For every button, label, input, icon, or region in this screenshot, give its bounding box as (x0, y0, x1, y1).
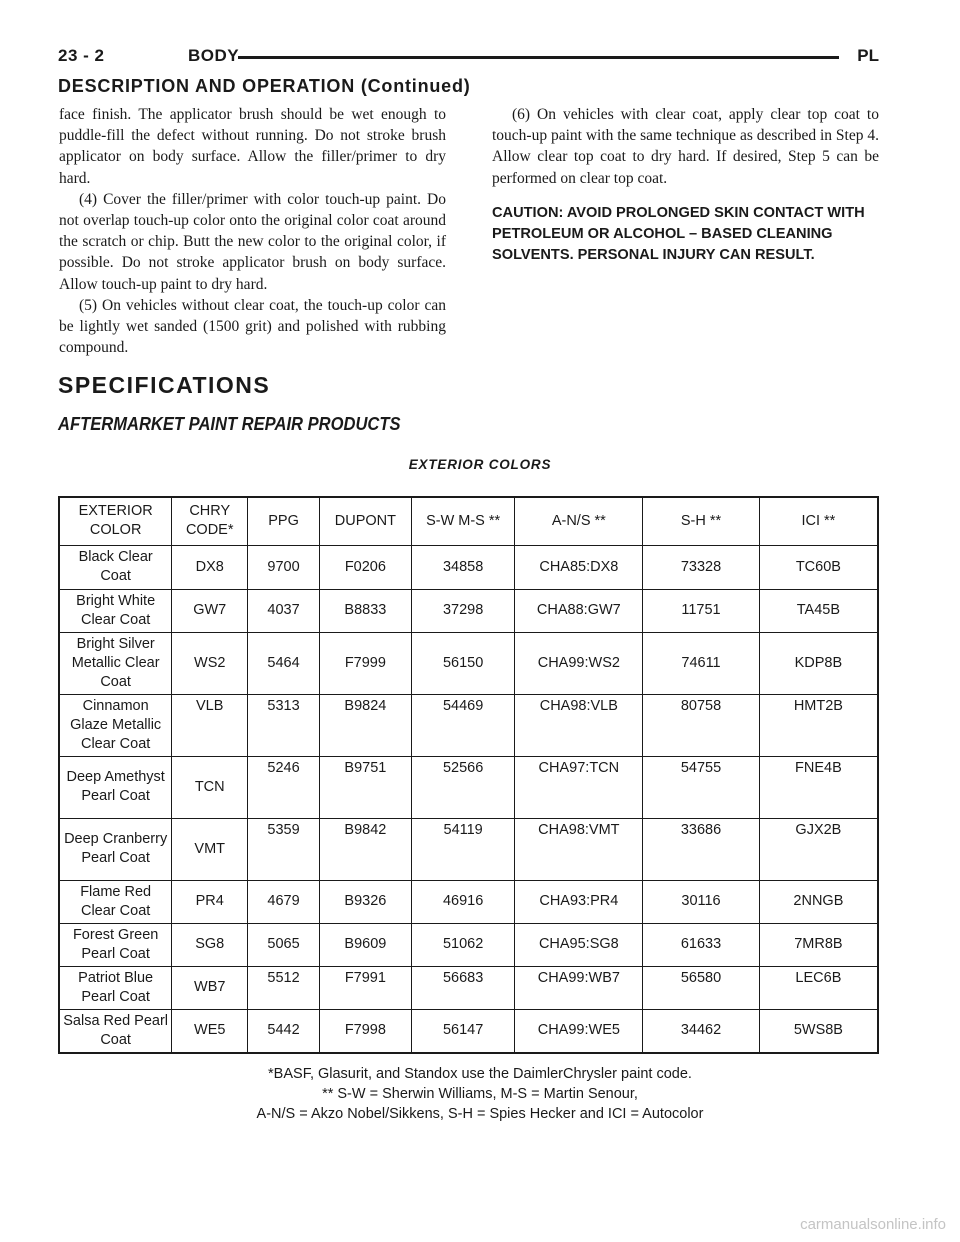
header-chry-code: CHRY CODE* (172, 497, 248, 545)
table-row (59, 923, 878, 966)
table-cell: B9751 (319, 756, 411, 818)
table-cell: CHA98:VMT (515, 818, 643, 880)
table-cell: TC60B (759, 545, 878, 589)
table-cell: 34858 (411, 545, 515, 589)
table-cell: 73328 (643, 545, 760, 589)
table-cell: 46916 (411, 880, 515, 923)
footnote-line: A-N/S = Akzo Nobel/Sikkens, S-H = Spies Hecker and ICI = Autocolor (256, 1106, 704, 1122)
table-cell: Salsa Red Pearl Coat (59, 1009, 172, 1053)
table-cell: 5464 (248, 632, 320, 694)
table-header-row (59, 497, 878, 545)
table-cell: CHA98:VLB (515, 694, 643, 756)
table-cell: B8833 (319, 589, 411, 632)
table-cell: Forest Green Pearl Coat (59, 923, 172, 966)
table-cell: B9842 (319, 818, 411, 880)
table-cell: Bright White Clear Coat (59, 589, 172, 632)
table-footnotes (0, 1064, 960, 1124)
table-cell: 74611 (643, 632, 760, 694)
table-cell: 30116 (643, 880, 760, 923)
table-row (59, 756, 878, 818)
table-row (59, 589, 878, 632)
table-cell: GW7 (172, 589, 248, 632)
table-cell: Cinnamon Glaze Metallic Clear Coat (59, 694, 172, 756)
table-cell: CHA99:WB7 (515, 966, 643, 1009)
table-cell: 9700 (248, 545, 320, 589)
table-cell: LEC6B (759, 966, 878, 1009)
exterior-colors-caption: EXTERIOR COLORS (408, 457, 552, 472)
table-cell: 5246 (248, 756, 320, 818)
model-code: PL (857, 46, 879, 65)
table-cell: CHA97:TCN (515, 756, 643, 818)
table-cell: VMT (172, 818, 248, 880)
table-cell: 4037 (248, 589, 320, 632)
table-cell: WB7 (172, 966, 248, 1009)
table-cell: 5512 (248, 966, 320, 1009)
table-cell: Deep Amethyst Pearl Coat (59, 756, 172, 818)
paragraph-step-4: (4) Cover the filler/primer with color touch-up paint. Do not overlap touch-up color onto the original color coat around the scratch or chip. Butt the new color to the original color, if possible. Do not stroke applicator brush on body surface. Allow touch-up paint to dry hard. (59, 190, 446, 293)
table-cell: SG8 (172, 923, 248, 966)
right-text-column (492, 104, 879, 266)
header-rule (238, 56, 839, 59)
table-cell: 7MR8B (759, 923, 878, 966)
table-cell: Flame Red Clear Coat (59, 880, 172, 923)
table-cell: CHA99:WS2 (515, 632, 643, 694)
header-exterior-color: EXTERIOR COLOR (59, 497, 172, 545)
table-cell: Deep Cranberry Pearl Coat (59, 818, 172, 880)
table-cell: B9609 (319, 923, 411, 966)
table-cell: B9326 (319, 880, 411, 923)
table-cell: 5359 (248, 818, 320, 880)
aftermarket-heading: AFTERMARKET PAINT REPAIR PRODUCTS (58, 414, 401, 434)
paragraph-step-5: (5) On vehicles without clear coat, the touch-up color can be lightly wet sanded (1500 grit) and polished with rubbing compound. (59, 296, 446, 357)
table-cell: PR4 (172, 880, 248, 923)
table-cell: Patriot Blue Pearl Coat (59, 966, 172, 1009)
table-cell: 37298 (411, 589, 515, 632)
table-cell: GJX2B (759, 818, 878, 880)
table-cell: KDP8B (759, 632, 878, 694)
table-cell: B9824 (319, 694, 411, 756)
table-cell: Black Clear Coat (59, 545, 172, 589)
table-cell: 34462 (643, 1009, 760, 1053)
page-header (58, 44, 879, 70)
header-sw-ms: S-W M-S ** (411, 497, 515, 545)
table-cell: 5313 (248, 694, 320, 756)
specifications-heading: SPECIFICATIONS (58, 372, 271, 398)
table-cell: 33686 (643, 818, 760, 880)
section-name: BODY (188, 46, 240, 65)
caution-notice: CAUTION: AVOID PROLONGED SKIN CONTACT WITH PETROLEUM OR ALCOHOL – BASED CLEANING SOLVENTS. PERSONAL INJURY CAN RESULT. (492, 204, 865, 263)
paragraph-continued: face finish. The applicator brush should be wet enough to puddle-fill the defect without running. Do not stroke brush applicator on body surface. Allow the filler/primer to dry hard. (59, 106, 446, 187)
watermark-text: carmanualsonline.info (800, 1216, 946, 1233)
section-subtitle: DESCRIPTION AND OPERATION (Continued) (58, 76, 471, 96)
table-cell: WE5 (172, 1009, 248, 1053)
table-cell: 56150 (411, 632, 515, 694)
left-text-column (59, 104, 446, 358)
table-row (59, 880, 878, 923)
table-row (59, 966, 878, 1009)
table-cell: 5442 (248, 1009, 320, 1053)
table-cell: 2NNGB (759, 880, 878, 923)
exterior-colors-table (58, 496, 879, 1054)
table-row (59, 694, 878, 756)
table-cell: F7999 (319, 632, 411, 694)
table-row (59, 632, 878, 694)
table-cell: CHA85:DX8 (515, 545, 643, 589)
table-cell: 61633 (643, 923, 760, 966)
page-number: 23 - 2 (58, 46, 105, 65)
table-cell: DX8 (172, 545, 248, 589)
table-row (59, 1009, 878, 1053)
table-cell: 56147 (411, 1009, 515, 1053)
table-cell: CHA88:GW7 (515, 589, 643, 632)
table-cell: Bright Silver Metallic Clear Coat (59, 632, 172, 694)
header-ans: A-N/S ** (515, 497, 643, 545)
table-row (59, 545, 878, 589)
header-dupont: DUPONT (319, 497, 411, 545)
table-cell: TA45B (759, 589, 878, 632)
header-ici: ICI ** (759, 497, 878, 545)
table-cell: 54119 (411, 818, 515, 880)
table-cell: VLB (172, 694, 248, 756)
table-cell: FNE4B (759, 756, 878, 818)
table-cell: 54469 (411, 694, 515, 756)
table-cell: 56580 (643, 966, 760, 1009)
table-cell: 5WS8B (759, 1009, 878, 1053)
table-row (59, 818, 878, 880)
table-cell: TCN (172, 756, 248, 818)
header-sh: S-H ** (643, 497, 760, 545)
table-cell: CHA99:WE5 (515, 1009, 643, 1053)
table-cell: 5065 (248, 923, 320, 966)
footnote-line: *BASF, Glasurit, and Standox use the DaimlerChrysler paint code. (268, 1066, 692, 1082)
table-cell: F0206 (319, 545, 411, 589)
table-cell: F7991 (319, 966, 411, 1009)
table-cell: WS2 (172, 632, 248, 694)
table-cell: CHA93:PR4 (515, 880, 643, 923)
table-cell: F7998 (319, 1009, 411, 1053)
paragraph-step-6: (6) On vehicles with clear coat, apply clear top coat to touch-up paint with the same technique as described in Step 4. Allow clear top coat to dry hard. If desired, Step 5 can be performed on clear top coat. (492, 106, 879, 187)
table-cell: 4679 (248, 880, 320, 923)
footnote-line: ** S-W = Sherwin Williams, M-S = Martin Senour, (322, 1086, 638, 1102)
table-cell: 51062 (411, 923, 515, 966)
table-cell: 11751 (643, 589, 760, 632)
table-cell: HMT2B (759, 694, 878, 756)
table-cell: 54755 (643, 756, 760, 818)
table-cell: CHA95:SG8 (515, 923, 643, 966)
table-cell: 52566 (411, 756, 515, 818)
table-cell: 56683 (411, 966, 515, 1009)
header-ppg: PPG (248, 497, 320, 545)
table-cell: 80758 (643, 694, 760, 756)
